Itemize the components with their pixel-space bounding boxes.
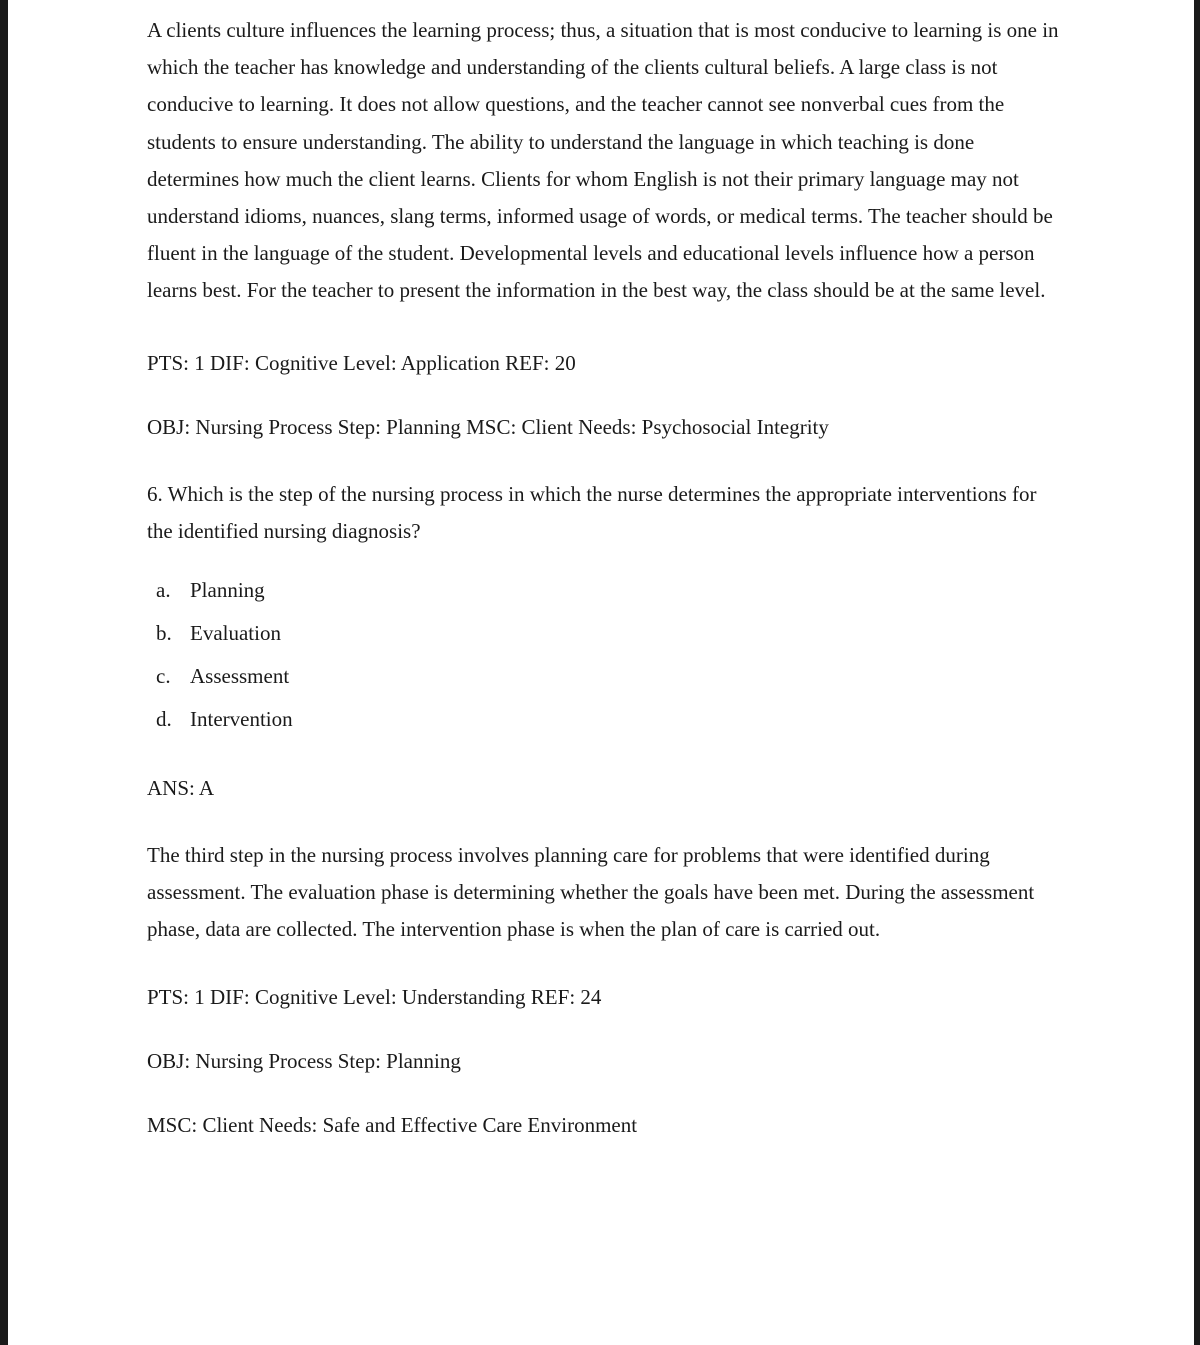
option-letter: d. xyxy=(156,707,172,732)
option-label: Intervention xyxy=(190,707,293,732)
document-page[interactable] xyxy=(8,0,1194,1345)
option-d xyxy=(156,704,1067,747)
answer-options xyxy=(147,575,1067,747)
option-label: Assessment xyxy=(190,664,290,689)
option-b xyxy=(156,618,1067,661)
msc-line: MSC: Client Needs: Safe and Effective Care Environment xyxy=(147,1112,638,1137)
option-a xyxy=(156,575,1067,618)
option-label: Planning xyxy=(190,578,265,603)
option-letter: b. xyxy=(156,621,172,646)
obj-msc-line: OBJ: Nursing Process Step: Planning MSC: Client Needs: Psychosocial Integrity xyxy=(147,414,829,439)
rationale-paragraph: A clients culture influences the learning process; thus, a situation that is most conducive to learning is one in which the teacher has knowledge and understanding of the clients cultural beliefs. A large class is not conducive to learning. It does not allow questions, and the teacher cannot see nonverbal cues from the students to ensure understanding. The ability to understand the language in which teaching is done determines how much the client learns. Clients for whom English is not their primary language may not understand idioms, nuances, slang terms, informed usage of words, or medical terms. The teacher should be fluent in the language of the student. Developmental levels and educational levels influence how a person learns best. For the teacher to present the information in the best way, the class should be at the same level. xyxy=(147,18,1059,303)
option-label: Evaluation xyxy=(190,621,281,646)
page-content xyxy=(147,12,1067,1140)
question-text: 6. Which is the step of the nursing process in which the nurse determines the appropriate interventions for the identified nursing diagnosis? xyxy=(147,481,1037,543)
answer-line: ANS: A xyxy=(147,776,215,801)
obj-line-2: OBJ: Nursing Process Step: Planning xyxy=(147,1048,461,1073)
answer-rationale-paragraph: The third step in the nursing process involves planning care for problems that were identified during assessment. The evaluation phase is determining whether the goals have been met. During the assessment phase, data are collected. The intervention phase is when the plan of care is carried out. xyxy=(147,843,1035,942)
pts-line: PTS: 1 DIF: Cognitive Level: Application REF: 20 xyxy=(147,350,576,375)
pts-line-2: PTS: 1 DIF: Cognitive Level: Understanding REF: 24 xyxy=(147,984,602,1009)
option-c xyxy=(156,661,1067,704)
option-letter: c. xyxy=(156,664,171,689)
option-letter: a. xyxy=(156,578,171,603)
